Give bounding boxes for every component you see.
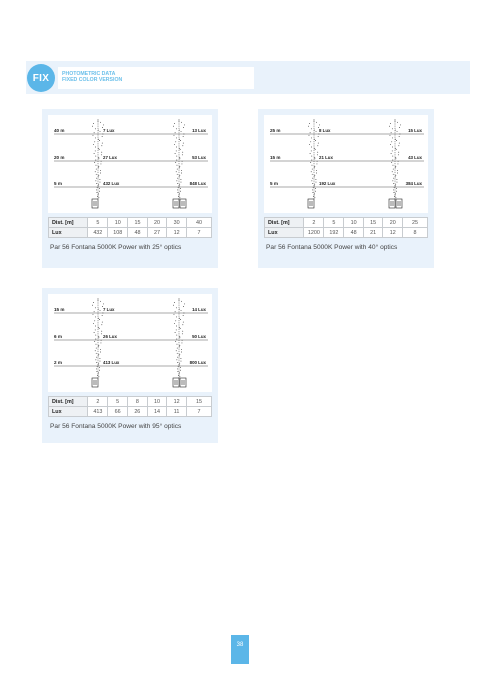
table-cell: 10 <box>344 218 364 228</box>
table-cell: 20 <box>383 218 403 228</box>
section-heading <box>58 67 254 89</box>
right-lux-label: 53 Lux <box>192 155 206 160</box>
right-lux-label: 384 Lux <box>405 181 422 186</box>
table-cell: 7 <box>186 407 211 417</box>
diagram-area <box>48 294 212 392</box>
table-cell: 25 <box>403 218 428 228</box>
table-cell: 48 <box>128 228 148 238</box>
row-header: Dist. [m] <box>49 218 88 228</box>
distance-row <box>49 397 212 407</box>
table-cell: 66 <box>108 407 128 417</box>
table-cell: 432 <box>88 228 108 238</box>
distance-label: 15 m <box>54 307 65 312</box>
row-header: Lux <box>49 407 88 417</box>
lux-row <box>49 407 212 417</box>
lux-table <box>48 217 212 238</box>
lux-table <box>264 217 428 238</box>
table-cell: 12 <box>167 397 187 407</box>
table-cell: 15 <box>128 218 148 228</box>
distance-row <box>49 218 212 228</box>
photometric-panel-40 <box>258 109 434 268</box>
table-cell: 48 <box>344 228 364 238</box>
row-header: Dist. [m] <box>49 397 88 407</box>
row-header: Dist. [m] <box>265 218 304 228</box>
table-cell: 26 <box>128 407 148 417</box>
page-number: 38 <box>231 635 249 664</box>
left-lux-label: 26 Lux <box>103 334 117 339</box>
lux-row <box>49 228 212 238</box>
table-cell: 15 <box>363 218 383 228</box>
right-lux-label: 848 Lux <box>189 181 206 186</box>
distance-label: 15 m <box>270 155 281 160</box>
table-cell: 21 <box>363 228 383 238</box>
fixture-icon <box>173 199 186 208</box>
lux-table <box>48 396 212 417</box>
figure-caption: Par 56 Fontana 5000K Power with 25° optics <box>50 244 182 251</box>
table-cell: 108 <box>108 228 128 238</box>
right-lux-label: 800 Lux <box>189 360 206 365</box>
heading-line-1: PHOTOMETRIC DATA <box>62 71 116 77</box>
left-lux-label: 8 Lux <box>319 128 331 133</box>
table-cell: 192 <box>324 228 344 238</box>
right-lux-label: 14 Lux <box>192 307 206 312</box>
row-header: Lux <box>49 228 88 238</box>
table-cell: 7 <box>186 228 211 238</box>
table-cell: 27 <box>147 228 167 238</box>
beam-diagram <box>48 294 212 392</box>
lux-row <box>265 228 428 238</box>
distance-label: 5 m <box>54 181 62 186</box>
table-cell: 40 <box>186 218 211 228</box>
table-cell: 10 <box>147 397 167 407</box>
left-lux-label: 7 Lux <box>103 307 115 312</box>
fixture-icon <box>389 199 402 208</box>
table-cell: 8 <box>128 397 148 407</box>
table-cell: 30 <box>167 218 187 228</box>
table-cell: 14 <box>147 407 167 417</box>
left-lux-label: 432 Lux <box>103 181 120 186</box>
table-cell: 12 <box>167 228 187 238</box>
table-cell: 5 <box>88 218 108 228</box>
distance-label: 25 m <box>270 128 281 133</box>
figure-caption: Par 56 Fontana 5000K Power with 95° optics <box>50 423 182 430</box>
distance-row <box>265 218 428 228</box>
distance-label: 2 m <box>54 360 62 365</box>
table-cell: 2 <box>304 218 324 228</box>
table-cell: 2 <box>88 397 108 407</box>
table-cell: 1200 <box>304 228 324 238</box>
table-cell: 5 <box>324 218 344 228</box>
table-cell: 11 <box>167 407 187 417</box>
left-lux-label: 413 Lux <box>103 360 120 365</box>
distance-label: 6 m <box>54 334 62 339</box>
left-lux-label: 21 Lux <box>319 155 333 160</box>
left-lux-label: 192 Lux <box>319 181 336 186</box>
left-lux-label: 27 Lux <box>103 155 117 160</box>
diagram-area <box>48 115 212 213</box>
table-cell: 20 <box>147 218 167 228</box>
table-cell: 15 <box>186 397 211 407</box>
right-lux-label: 15 Lux <box>408 128 422 133</box>
heading-line-2: FIXED COLOR VERSION <box>62 77 123 83</box>
distance-label: 20 m <box>54 155 65 160</box>
right-lux-label: 50 Lux <box>192 334 206 339</box>
photometric-panel-95 <box>42 288 218 443</box>
table-cell: 12 <box>383 228 403 238</box>
fix-badge: FIX <box>27 64 55 92</box>
beam-diagram <box>264 115 428 213</box>
beam-diagram <box>48 115 212 213</box>
photometric-panel-25 <box>42 109 218 268</box>
fixture-icon <box>173 378 186 387</box>
distance-label: 5 m <box>270 181 278 186</box>
distance-label: 40 m <box>54 128 65 133</box>
table-cell: 10 <box>108 218 128 228</box>
left-lux-label: 7 Lux <box>103 128 115 133</box>
fixture-icon <box>92 378 98 387</box>
table-cell: 5 <box>108 397 128 407</box>
right-lux-label: 43 Lux <box>408 155 422 160</box>
row-header: Lux <box>265 228 304 238</box>
diagram-area <box>264 115 428 213</box>
table-cell: 413 <box>88 407 108 417</box>
right-lux-label: 13 Lux <box>192 128 206 133</box>
fixture-icon <box>92 199 98 208</box>
table-cell: 8 <box>403 228 428 238</box>
fixture-icon <box>308 199 314 208</box>
figure-caption: Par 56 Fontana 5000K Power with 40° optics <box>266 244 398 251</box>
